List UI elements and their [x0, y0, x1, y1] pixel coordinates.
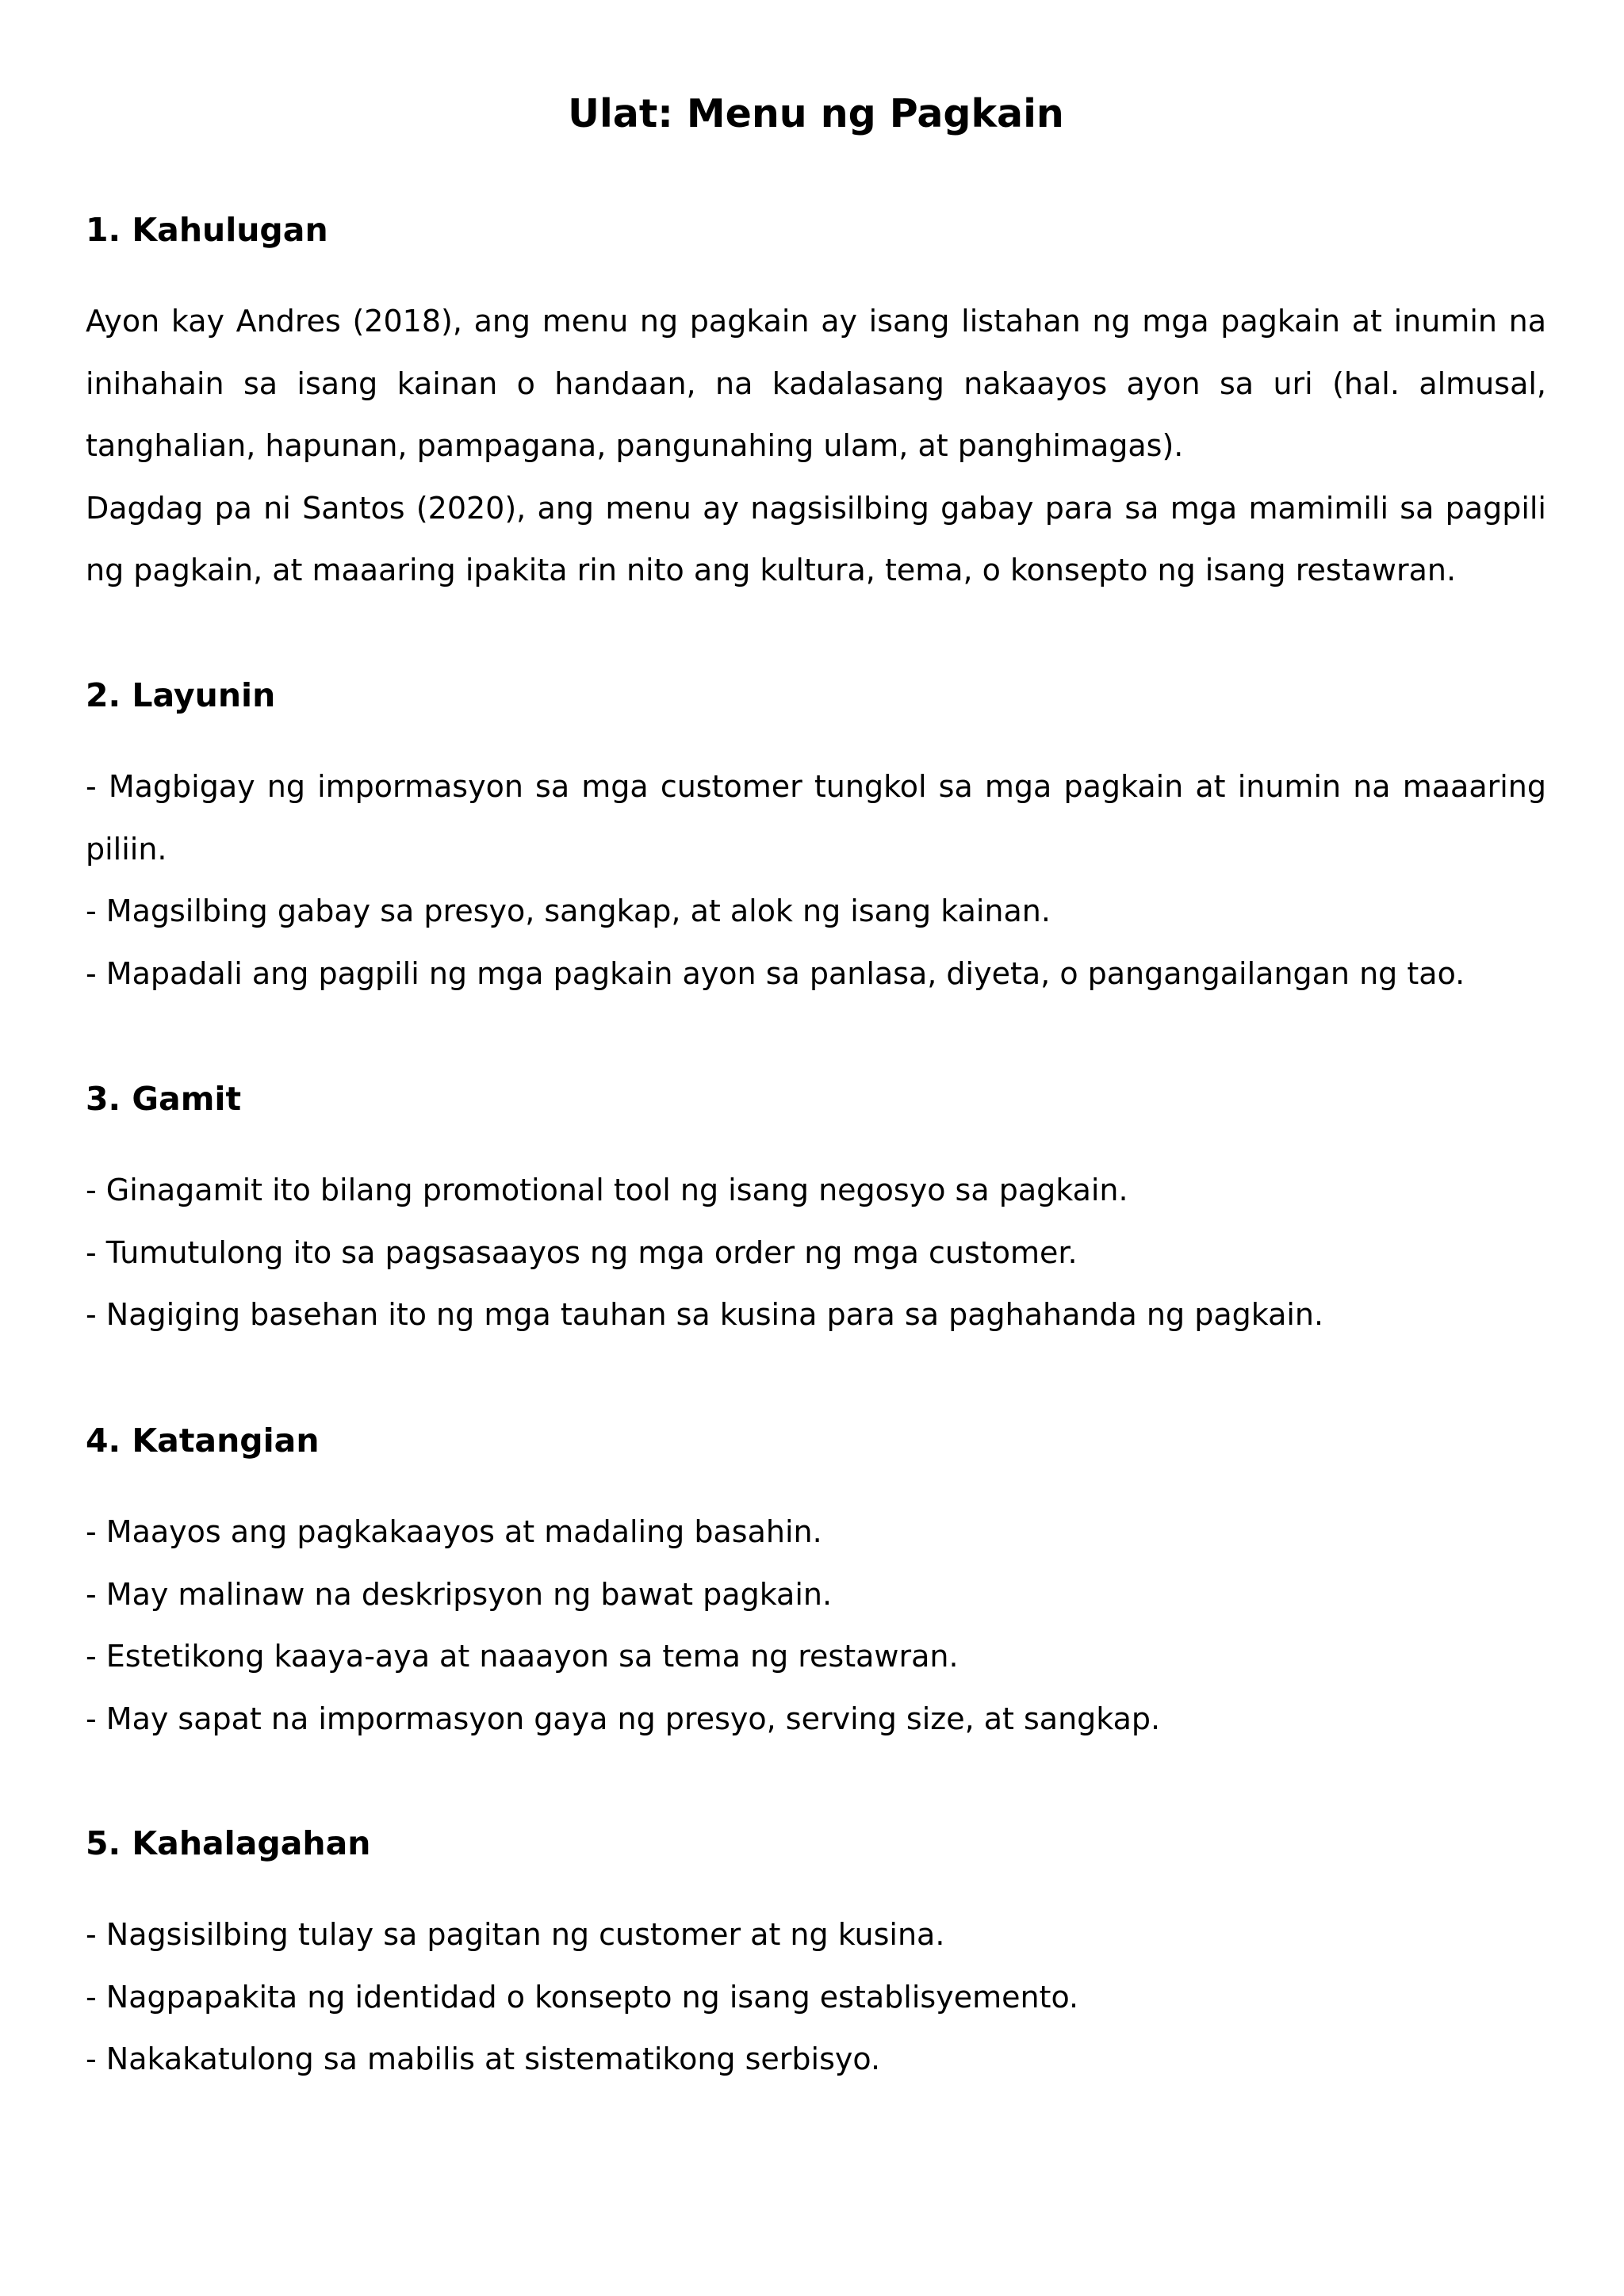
list-item: - Mapadali ang pagpili ng mga pagkain ayon sa panlasa, diyeta, o pangangailangan ng tao. [86, 955, 1465, 991]
list-item: - Nagpapakita ng identidad o konsepto ng isang establisyemento. [86, 1979, 1079, 2015]
list-item: - Tumutulong ito sa pagsasaayos ng mga order ng mga customer. [86, 1234, 1078, 1270]
section-gamit [86, 1075, 1546, 1346]
section-kahulugan [86, 206, 1546, 602]
list-item: - Ginagamit ito bilang promotional tool ng isang negosyo sa pagkain. [86, 1173, 1128, 1207]
section-body [86, 756, 1546, 1004]
list-item: - Nagsisilbing tulay sa pagitan ng customer at ng kusina. [86, 1917, 945, 1952]
section-heading: 3. Gamit [86, 1080, 242, 1118]
section-body [86, 290, 1546, 602]
list-item: - Maayos ang pagkakaayos at madaling basahin. [86, 1514, 822, 1549]
list-item: - May malinaw na deskripsyon ng bawat pagkain. [86, 1576, 833, 1612]
paragraph: Dagdag pa ni Santos (2020), ang menu ay nagsisilbing gabay para sa mga mamimili sa pagpili ng pagkain, at maaaring ipakita rin nito ang kultura, tema, o konsepto ng isang restawran. [86, 490, 1546, 587]
paragraph: Ayon kay Andres (2018), ang menu ng pagkain ay isang listahan ng mga pagkain at inumin na inihahain sa isang kainan o handaan, na kadalasang nakaayos ayon sa uri (hal. almusal, tanghalian, hapunan, pampagana, pangunahing ulam, at panghimagas). [86, 304, 1546, 463]
section-heading: 4. Katangian [86, 1422, 320, 1460]
list-item: - Nagiging basehan ito ng mga tauhan sa kusina para sa paghahanda ng pagkain. [86, 1297, 1324, 1332]
section-kahalagahan [86, 1820, 1546, 2091]
list-item: - Magsilbing gabay sa presyo, sangkap, at alok ng isang kainan. [86, 894, 1051, 928]
section-body [86, 1501, 1546, 1750]
page-title: Ulat: Menu ng Pagkain [568, 91, 1064, 136]
section-heading: 2. Layunin [86, 676, 276, 714]
list-item: - Magbigay ng impormasyon sa mga customer tungkol sa mga pagkain at inumin na maaaring piliin. [86, 769, 1546, 867]
list-item: - May sapat na impormasyon gaya ng presyo, serving size, at sangkap. [86, 1701, 1161, 1736]
list-item: - Estetikong kaaya-aya at naaayon sa tema ng restawran. [86, 1639, 959, 1674]
section-heading: 5. Kahalagahan [86, 1824, 371, 1862]
list-item: - Nakakatulong sa mabilis at sistematikong serbisyo. [86, 2042, 881, 2076]
section-body [86, 1159, 1546, 1346]
section-layunin [86, 672, 1546, 1004]
section-heading: 1. Kahulugan [86, 211, 328, 249]
section-katangian [86, 1417, 1546, 1750]
section-body [86, 1904, 1546, 2091]
